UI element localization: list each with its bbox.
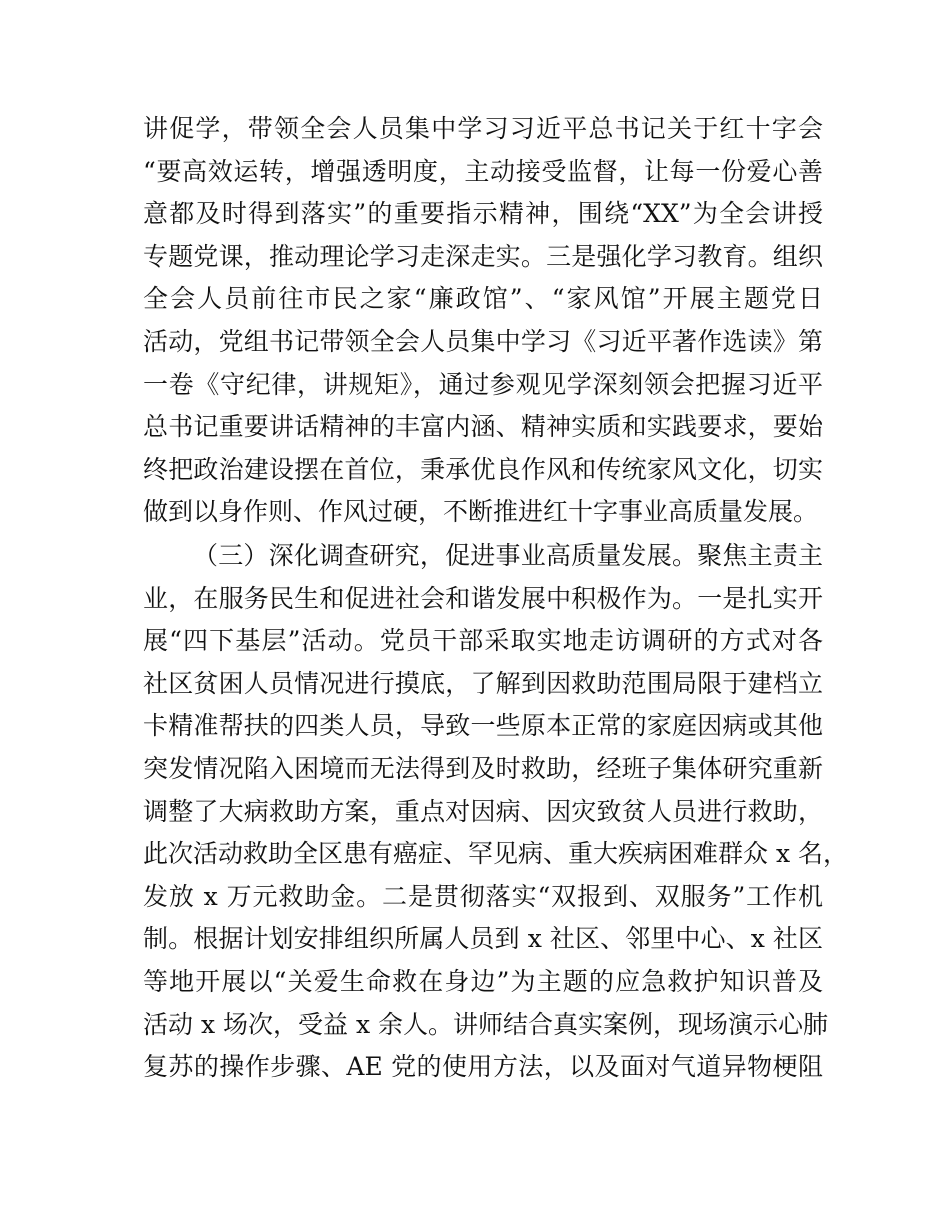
text-line: 意都及时得到落实”的重要指示精神，围绕“XX”为全会讲授 xyxy=(143,199,823,229)
text-line: 活动 x 场次，受益 x 余人。讲师结合真实案例，现场演示心肺 xyxy=(143,1009,828,1039)
text-line: 专题党课，推动理论学习走深走实。三是强化学习教育。组织 xyxy=(143,241,823,271)
text-line: 总书记重要讲话精神的丰富内涵、精神实质和实践要求，要始 xyxy=(143,412,823,442)
text-line: 做到以身作则、作风过硬，不断推进红十字事业高质量发展。 xyxy=(143,497,819,527)
text-line: 此次活动救助全区患有癌症、罕见病、重大疾病困难群众 x 名， xyxy=(143,839,848,869)
text-line: 全会人员前往市民之家“廉政馆”、“家风馆”开展主题党日 xyxy=(143,284,823,314)
text-line: 复苏的操作步骤、AE 党的使用方法，以及面对气道异物梗阻 xyxy=(143,1052,823,1082)
text-line: 社区贫困人员情况进行摸底，了解到因救助范围局限于建档立 xyxy=(143,668,823,698)
text-line: 活动，党组书记带领全会人员集中学习《习近平著作选读》第 xyxy=(143,326,823,356)
text-line: 发放 x 万元救助金。二是贯彻落实“双报到、双服务”工作机 xyxy=(143,881,823,911)
text-line: 业，在服务民生和促进社会和谐发展中积极作为。一是扎实开 xyxy=(143,583,823,613)
text-line: 讲促学，带领全会人员集中学习习近平总书记关于红十字会 xyxy=(143,114,823,143)
paragraph-1 xyxy=(143,108,823,534)
text-line: 等地开展以“关爱生命救在身边”为主题的应急救护知识普及 xyxy=(143,966,823,996)
text-line: 终把政治建设摆在首位，秉承优良作风和传统家风文化，切实 xyxy=(143,454,823,484)
text-line: 突发情况陷入困境而无法得到及时救助，经班子集体研究重新 xyxy=(143,753,823,783)
text-line: 制。根据计划安排组织所属人员到 x 社区、邻里中心、x 社区 xyxy=(143,924,823,954)
text-line: 卡精准帮扶的四类人员，导致一些原本正常的家庭因病或其他 xyxy=(143,711,823,741)
text-line: 一卷《守纪律，讲规矩》，通过参观见学深刻领会把握习近平 xyxy=(143,369,823,399)
text-line: 展“四下基层”活动。党员干部采取实地走访调研的方式对各 xyxy=(143,626,823,656)
paragraph-2 xyxy=(143,535,848,1089)
text-line: “要高效运转，增强透明度，主动接受监督，让每一份爱心善 xyxy=(143,156,823,186)
text-line: 调整了大病救助方案，重点对因病、因灾致贫人员进行救助， xyxy=(143,796,823,826)
text-line: （三）深化调查研究，促进事业高质量发展。聚焦主责主 xyxy=(193,541,823,570)
